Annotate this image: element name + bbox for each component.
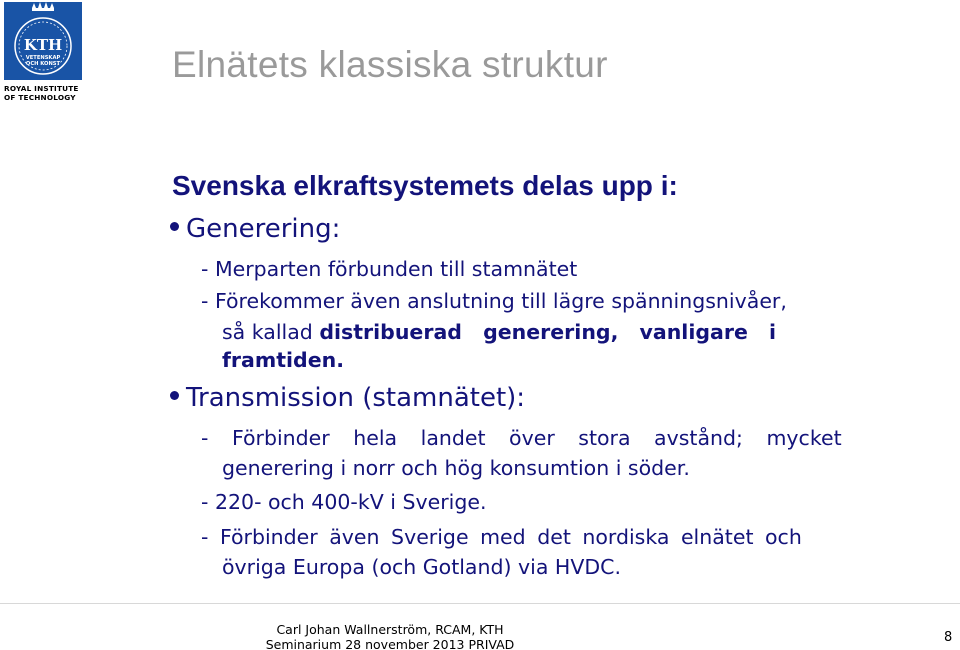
svg-text:OCH KONST: OCH KONST — [25, 61, 61, 67]
slide-title: Elnätets klassiska struktur — [172, 44, 608, 85]
list-item — [201, 525, 802, 549]
bullet-dot-icon — [170, 222, 179, 231]
dash-marker: - — [201, 525, 209, 549]
emphasis-text: distribuerad generering, vanligare i — [319, 320, 777, 344]
list-item-text: så kallad — [222, 320, 320, 344]
svg-text:KTH: KTH — [23, 36, 63, 54]
bullet-label: Transmission (stamnätet): — [186, 383, 526, 413]
dash-marker: - — [201, 289, 209, 313]
bullet-transmission — [170, 383, 525, 413]
kth-emblem — [4, 2, 82, 80]
list-item — [201, 289, 787, 313]
bullet-dot-icon — [170, 391, 179, 400]
list-item-text: Förbinder hela landet över stora avstånd; mycket — [231, 426, 842, 450]
subheading: Svenska elkraftsystemets delas upp i: — [172, 170, 678, 201]
bullet-label: Generering: — [186, 214, 341, 244]
list-item-text: 220- och 400-kV i Sverige. — [214, 490, 487, 514]
list-item-continuation — [222, 320, 928, 344]
kth-name-line1: ROYAL INSTITUTE — [4, 84, 79, 93]
footer-author: Carl Johan Wallnerström, RCAM, KTH — [276, 622, 504, 637]
kth-logo — [4, 2, 82, 106]
dash-marker: - — [201, 490, 209, 514]
list-item-continuation: framtiden. — [222, 348, 345, 372]
dash-marker: - — [201, 426, 209, 450]
list-item — [201, 257, 577, 281]
list-item — [201, 426, 842, 450]
list-item-text: Merparten förbunden till stamnätet — [214, 257, 578, 281]
footer-event: Seminarium 28 november 2013 PRIVAD — [265, 637, 515, 650]
kth-name-line2: OF TECHNOLOGY — [4, 93, 76, 102]
list-item-continuation: generering i norr och hög konsumtion i söder. — [222, 456, 690, 480]
kth-name — [4, 84, 82, 102]
list-item-text: Förbinder även Sverige med det nordiska elnätet och — [219, 525, 802, 549]
list-item — [201, 490, 486, 514]
footer-divider — [0, 603, 960, 604]
svg-text:VETENSKAP: VETENSKAP — [25, 55, 61, 61]
bullet-generering — [170, 214, 340, 244]
list-item-continuation: övriga Europa (och Gotland) via HVDC. — [222, 555, 621, 579]
dash-marker: - — [201, 257, 209, 281]
list-item-text: Förekommer även anslutning till lägre spänningsnivåer, — [214, 289, 787, 313]
page-number: 8 — [944, 630, 953, 645]
